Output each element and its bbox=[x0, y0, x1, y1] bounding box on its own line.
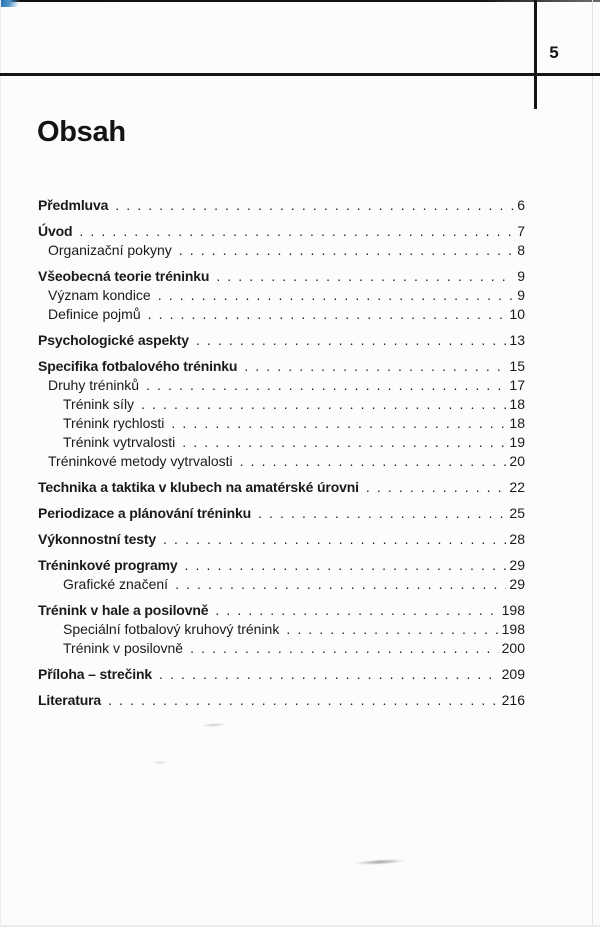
toc-entry bbox=[38, 452, 525, 471]
dot-leader bbox=[141, 395, 506, 414]
toc-entry-label: Trénink síly bbox=[63, 396, 135, 412]
toc-entry-label: Literatura bbox=[38, 692, 102, 708]
dot-leader bbox=[79, 222, 514, 241]
toc-entry-page: 200 bbox=[501, 640, 525, 656]
toc-entry-label: Význam kondice bbox=[48, 287, 151, 303]
dot-leader bbox=[146, 376, 506, 395]
dot-leader bbox=[115, 196, 514, 215]
toc-entry-page: 9 bbox=[517, 268, 525, 284]
page-right-edge bbox=[592, 0, 593, 927]
scan-smudge-artifact bbox=[345, 856, 415, 868]
dot-leader bbox=[175, 575, 506, 594]
scan-corner-artifact bbox=[0, 0, 26, 7]
toc-entry-page: 10 bbox=[509, 306, 525, 322]
toc-entry-label: Trénink rychlosti bbox=[63, 415, 165, 431]
toc-entry bbox=[38, 357, 525, 376]
toc-entry-page: 29 bbox=[509, 576, 525, 592]
toc-entry-label: Předmluva bbox=[38, 197, 109, 213]
dot-leader bbox=[163, 530, 506, 549]
toc-entry-page: 20 bbox=[509, 453, 525, 469]
toc-entry bbox=[38, 601, 525, 620]
page-number: 5 bbox=[549, 43, 559, 62]
dot-leader bbox=[171, 414, 506, 433]
toc-entry-label: Trénink v hale a posilovně bbox=[38, 602, 209, 618]
dot-leader bbox=[148, 305, 507, 324]
toc-entry bbox=[38, 331, 525, 350]
toc-entry-page: 6 bbox=[517, 197, 525, 213]
toc-entry-label: Druhy tréninků bbox=[48, 377, 140, 393]
dot-leader bbox=[190, 639, 499, 658]
toc-entry-label: Organizační pokyny bbox=[48, 242, 172, 258]
toc-entry-label: Tréninkové programy bbox=[38, 557, 178, 573]
dot-leader bbox=[258, 504, 506, 523]
toc-entry-label: Specifika fotbalového tréninku bbox=[38, 358, 238, 374]
toc-entry bbox=[38, 395, 525, 414]
toc-entry bbox=[38, 556, 525, 575]
toc-entry-page: 18 bbox=[509, 396, 525, 412]
toc-entry-page: 25 bbox=[509, 505, 525, 521]
toc-entry-page: 8 bbox=[517, 242, 525, 258]
toc-entry-page: 198 bbox=[501, 602, 525, 618]
header-vertical-rule bbox=[534, 0, 537, 109]
toc-entry-page: 19 bbox=[509, 434, 525, 450]
toc-entry-label: Speciální fotbalový kruhový trénink bbox=[63, 621, 280, 637]
toc-entry bbox=[38, 530, 525, 549]
toc-entry bbox=[38, 241, 525, 260]
dot-leader bbox=[215, 601, 498, 620]
toc-entry-label: Trénink vytrvalosti bbox=[63, 434, 176, 450]
toc-entry-page: 209 bbox=[501, 666, 525, 682]
header-horizontal-rule bbox=[0, 73, 600, 76]
toc-entry-page: 13 bbox=[509, 332, 525, 348]
dot-leader bbox=[366, 478, 507, 497]
toc-entry bbox=[38, 478, 525, 497]
toc-entry-label: Tréninkové metody vytrvalosti bbox=[48, 453, 233, 469]
toc-entry-page: 15 bbox=[509, 358, 525, 374]
toc-entry bbox=[38, 222, 525, 241]
dot-leader bbox=[108, 691, 499, 710]
dot-leader bbox=[240, 452, 507, 471]
toc-entry bbox=[38, 414, 525, 433]
toc-entry-page: 17 bbox=[509, 377, 525, 393]
toc-entry-label: Definice pojmů bbox=[48, 306, 141, 322]
toc-entry-page: 198 bbox=[501, 621, 525, 637]
toc-entry-label: Trénink v posilovně bbox=[63, 640, 184, 656]
page-top-edge-line bbox=[0, 0, 600, 2]
dot-leader bbox=[158, 286, 514, 305]
toc-entry-page: 18 bbox=[509, 415, 525, 431]
scan-smudge-artifact bbox=[148, 760, 172, 765]
toc-entry-page: 216 bbox=[501, 692, 525, 708]
page-title: Obsah bbox=[37, 116, 126, 148]
dot-leader bbox=[216, 267, 514, 286]
toc-entry bbox=[38, 267, 525, 286]
dot-leader bbox=[159, 665, 499, 684]
table-of-contents bbox=[38, 196, 525, 710]
toc-entry bbox=[38, 665, 525, 684]
toc-entry-page: 7 bbox=[517, 223, 525, 239]
page-left-edge bbox=[0, 0, 1, 927]
toc-entry bbox=[38, 639, 525, 658]
dot-leader bbox=[286, 620, 498, 639]
dot-leader bbox=[179, 241, 514, 260]
toc-entry-label: Úvod bbox=[38, 223, 73, 239]
scan-smudge-artifact bbox=[196, 721, 232, 729]
toc-entry bbox=[38, 286, 525, 305]
dot-leader bbox=[182, 433, 506, 452]
toc-entry-label: Technika a taktika v klubech na amatérské úrovni bbox=[38, 479, 359, 495]
toc-entry-label: Výkonnostní testy bbox=[38, 531, 157, 547]
toc-entry-page: 22 bbox=[509, 479, 525, 495]
toc-entry-label: Příloha – strečink bbox=[38, 666, 153, 682]
toc-entry bbox=[38, 305, 525, 324]
toc-entry-label: Grafické značení bbox=[63, 576, 169, 592]
toc-entry-label: Periodizace a plánování tréninku bbox=[38, 505, 252, 521]
toc-entry bbox=[38, 433, 525, 452]
toc-entry-page: 9 bbox=[517, 287, 525, 303]
toc-entry bbox=[38, 691, 525, 710]
dot-leader bbox=[244, 357, 506, 376]
toc-entry-page: 28 bbox=[509, 531, 525, 547]
toc-entry-label: Psychologické aspekty bbox=[38, 332, 189, 348]
toc-entry bbox=[38, 620, 525, 639]
toc-entry-label: Všeobecná teorie tréninku bbox=[38, 268, 210, 284]
dot-leader bbox=[185, 556, 507, 575]
toc-entry bbox=[38, 575, 525, 594]
toc-entry bbox=[38, 504, 525, 523]
toc-entry bbox=[38, 376, 525, 395]
toc-entry bbox=[38, 196, 525, 215]
toc-entry-page: 29 bbox=[509, 557, 525, 573]
dot-leader bbox=[196, 331, 506, 350]
